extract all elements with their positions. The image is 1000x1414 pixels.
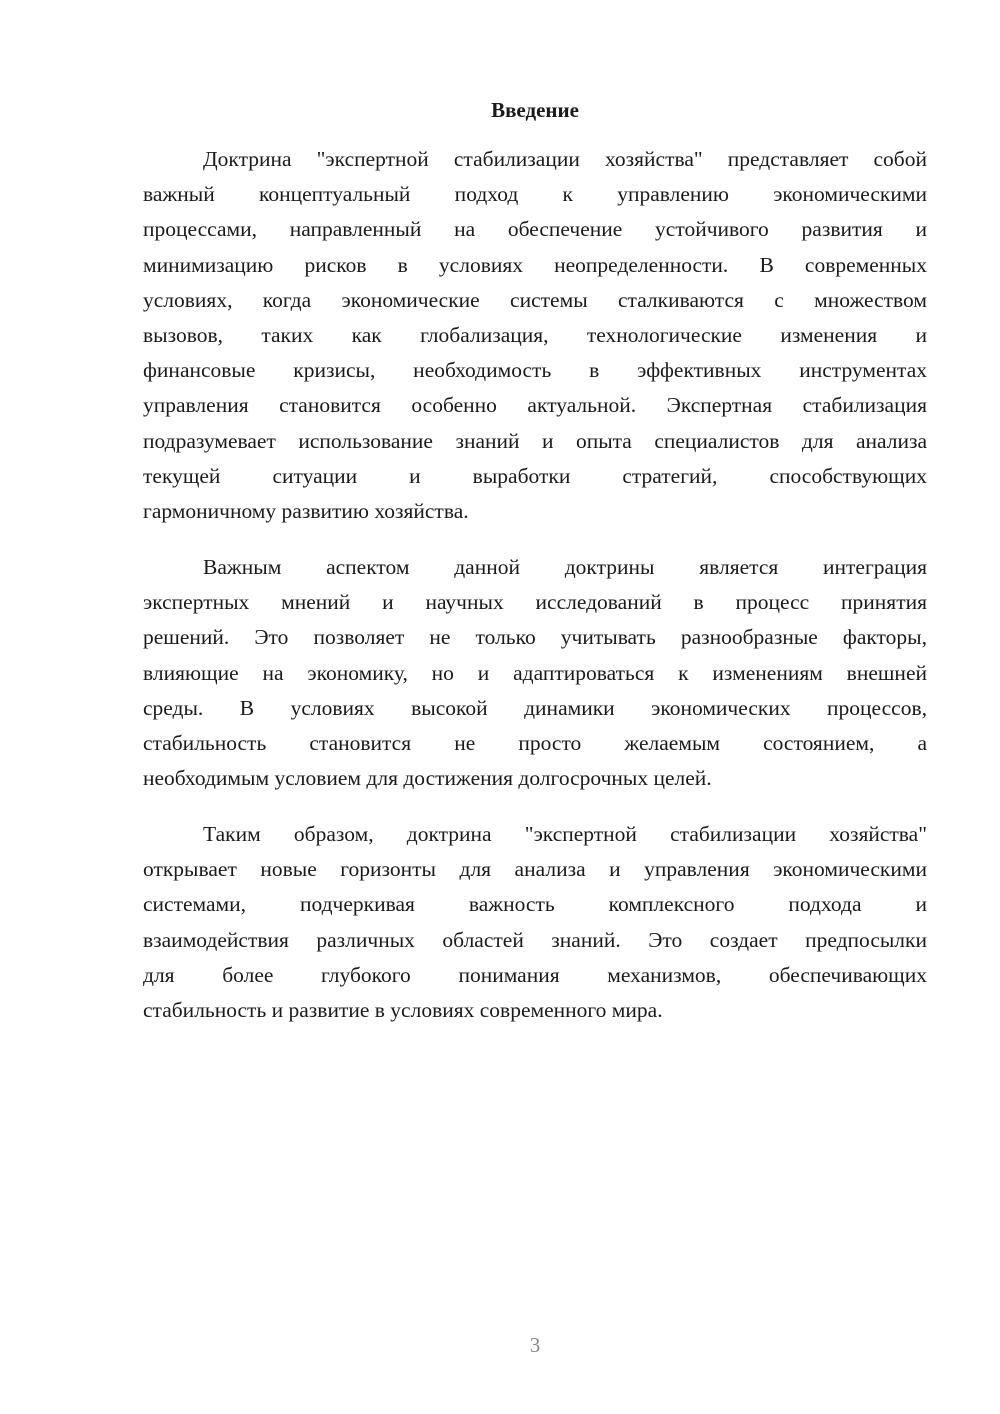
paragraph-1 <box>143 142 927 529</box>
text-line: для более глубокого понимания механизмов, обеспечивающих <box>143 962 927 987</box>
text-line: открывает новые горизонты для анализа и управления экономическими <box>143 857 927 882</box>
text-line: процессами, направленный на обеспечение устойчивого развития и <box>143 217 927 242</box>
text-line: необходимым условием для достижения долгосрочных целей. <box>143 766 712 791</box>
text-line: условиях, когда экономические системы сталкиваются с множеством <box>143 287 927 312</box>
text-line: экспертных мнений и научных исследований в процесс принятия <box>143 590 927 615</box>
text-line: финансовые кризисы, необходимость в эффективных инструментах <box>143 358 927 383</box>
text-line: Доктрина "экспертной стабилизации хозяйства" представляет собой <box>203 147 927 171</box>
text-line: текущей ситуации и выработки стратегий, способствующих <box>143 463 927 488</box>
text-line: важный концептуальный подход к управлению экономическими <box>143 182 927 207</box>
text-line: Таким образом, доктрина "экспертной стабилизации хозяйства" <box>203 822 927 846</box>
text-line: решений. Это позволяет не только учитывать разнообразные факторы, <box>143 625 927 650</box>
text-line: системами, подчеркивая важность комплексного подхода и <box>143 892 927 917</box>
section-title: Введение <box>491 98 579 122</box>
text-line: гармоничному развитию хозяйства. <box>143 498 469 523</box>
paragraph-2 <box>143 550 927 796</box>
text-line: среды. В условиях высокой динамики экономических процессов, <box>143 695 927 720</box>
text-line: управления становится особенно актуальной. Экспертная стабилизация <box>143 393 927 418</box>
text-line: подразумевает использование знаний и опыта специалистов для анализа <box>143 428 927 453</box>
text-line: взаимодействия различных областей знаний. Это создает предпосылки <box>143 927 927 952</box>
text-line: вызовов, таких как глобализация, технологические изменения и <box>143 322 927 347</box>
text-line: стабильность становится не просто желаемым состоянием, а <box>143 730 927 755</box>
text-line: минимизацию рисков в условиях неопределенности. В современных <box>143 252 927 277</box>
paragraph-3 <box>143 817 927 1028</box>
page-number: 3 <box>529 1333 541 1357</box>
text-line: стабильность и развитие в условиях современного мира. <box>143 997 663 1022</box>
text-line: влияющие на экономику, но и адаптироваться к изменениям внешней <box>143 660 927 685</box>
text-line: Важным аспектом данной доктрины является интеграция <box>203 555 927 579</box>
